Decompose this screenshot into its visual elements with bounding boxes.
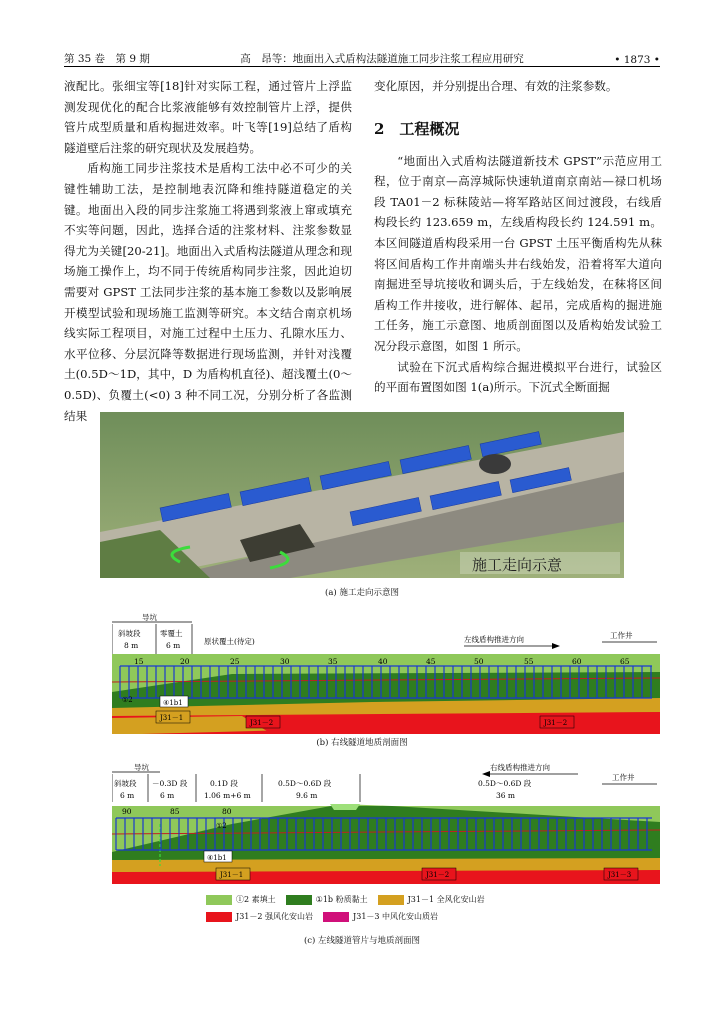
article-running-title: 高 昂等：地面出入式盾构法隧道施工同步注浆工程应用研究 <box>240 53 524 65</box>
legend-item-clay: ①1b 粉质黏土 <box>286 894 368 905</box>
figure-legend <box>206 894 566 922</box>
ring-number-label: 60 <box>572 657 582 666</box>
fig-b-zero-cover-length: 6 m <box>166 641 181 650</box>
fig-c-seg4-length: 9.6 m <box>296 791 318 800</box>
figure-a-site-render <box>100 412 624 578</box>
fig-c-seg1-label: 斜坡段 <box>114 779 137 788</box>
ring-number-label: 65 <box>620 657 630 666</box>
fig-c-shaft-label: 工作井 <box>612 773 635 782</box>
ring-number-label: 45 <box>426 657 436 666</box>
running-header <box>64 48 660 66</box>
fig-c-seg3-label: 0.1D 段 <box>210 779 238 788</box>
fig-c-pit-label: 导坑 <box>134 763 149 772</box>
fig-c-seg3-length: 1.06 m+6 m <box>204 791 251 800</box>
figure-b-section <box>112 612 660 734</box>
fig-c-seg4-label: 0.5D～0.6D 段 <box>278 779 332 788</box>
fig-c-seg5-length: 36 m <box>496 791 516 800</box>
fig-c-seg2-label: －0.3D 段 <box>152 779 188 788</box>
fig-c-layer-clay: ④1b1 <box>207 854 227 862</box>
ring-number-label: 30 <box>280 657 290 666</box>
right-paragraph-0: 变化原因，并分别提出合理、有效的注浆参数。 <box>374 79 618 93</box>
fig-b-direction-label: 左线盾构推进方向 <box>464 635 524 644</box>
left-paragraph-1: 液配比。张细宝等[18]针对实际工程，通过管片上浮监测发现优化的配合比浆液能够有效控制管片上浮，提供管片成型质量和盾构掘进效率。叶飞等[19]总结了盾构隧道壁后注浆的研究现状及发展趋势。 <box>64 79 352 155</box>
ring-number-label: 55 <box>524 657 534 666</box>
ring-number-label: 40 <box>378 657 388 666</box>
fig-c-layer-fill: ①2 <box>216 822 227 830</box>
ring-number-label: 80 <box>222 807 232 816</box>
fig-c-j2-label: J31－2 <box>426 871 450 879</box>
figure-c-section <box>112 762 660 884</box>
ring-number-label: 35 <box>328 657 338 666</box>
page-number: • 1873 • <box>614 54 660 66</box>
fig-b-zero-cover-label: 零覆土 <box>160 629 183 638</box>
fig-b-slope-label: 斜坡段 <box>118 629 141 638</box>
figure-a-caption: (a) 施工走向示意图 <box>325 588 399 598</box>
legend-item-j2: J31－2 强风化安山岩 <box>206 911 313 922</box>
legend-item-j3: J31－3 中风化安山质岩 <box>323 911 438 922</box>
header-rule <box>64 66 660 67</box>
right-paragraph-1: “地面出入式盾构法隧道新技术 GPST”示范应用工程，位于南京—高淳城际快速轨道南京南站—禄口机场段 TA01－2 标秣陵站—将军路站区间过渡段，右线盾构段长约 123.659 m，左线盾构段长约 124.591 m。本区间隧道盾构段采用一台 GPST 土压平衡盾构先从秣将区间盾构工作井南端头井右线始发，沿着将军大道向南掘进至导坑接收和调头后，于左线始发，在秣将区间盾构工作井接收，进行解体、起吊，完成盾构的掘进施工任务，施工示意图、地质剖面图以及盾构始发试验工况分段示意图，如图 1 所示。 <box>374 153 662 353</box>
fig-b-original-cover-label: 原状覆土(待定) <box>204 637 255 646</box>
figure-a-overlay-label: 施工走向示意 <box>472 556 563 574</box>
fig-b-j3-label: J31－2 <box>544 719 568 727</box>
right-paragraph-2: 试验在下沉式盾构综合掘进模拟平台进行，试验区的平面布置图如图 1(a)所示。下沉式全断面掘 <box>374 359 662 395</box>
figure-b-caption: (b) 右线隧道地质剖面图 <box>316 738 408 748</box>
fig-b-shaft-label: 工作井 <box>610 631 633 640</box>
left-paragraph-2: 盾构施工同步注浆技术是盾构工法中必不可少的关键性辅助工法，是控制地表沉降和维持隧道稳定的关键。地面出入段的同步注浆施工将遇到浆液上窜或填充不实等问题，因此，选择合适的注浆材料、注浆参数显得尤为关键[20-21]。地面出入式盾构法隧道从理念和现场施工操作上，均不同于传统盾构同步注浆，因此迫切需要对 GPST 工法同步注浆的基本施工参数以及影响展开模型试验和现场施工监测等研究。本文结合南京机场线实际工程项目，对施工过程中土压力、孔隙水压力、水平位移、分层沉降等数据进行现场监测，并针对浅覆土(0.5D～1D，其中，D 为盾构机直径)、超浅覆土(0～0.5D)、负覆土(<0) 3 种不同工况，分别分析了各监测结果 <box>64 161 352 423</box>
section-heading: 2 工程概况 <box>374 119 460 138</box>
fig-b-slope-length: 8 m <box>124 641 139 650</box>
fig-c-j1-label: J31－1 <box>220 871 244 879</box>
ring-number-label: 15 <box>134 657 144 666</box>
ring-number-label: 85 <box>170 807 180 816</box>
fig-c-j3-label: J31－3 <box>608 871 632 879</box>
journal-volume: 第 35 卷 第 9 期 <box>64 53 150 65</box>
figure-c-caption: (c) 左线隧道管片与地质剖面图 <box>303 936 421 946</box>
fig-b-j2-label: J31－2 <box>250 719 274 727</box>
fig-b-layer-fill: ①2 <box>122 696 133 704</box>
fig-c-direction-label: 右线盾构推进方向 <box>490 763 550 772</box>
fig-b-j1-label: J31－1 <box>160 714 184 722</box>
legend-item-j1: J31－1 全风化安山岩 <box>378 894 485 905</box>
left-column <box>64 76 352 426</box>
fig-b-layer-clay: ④1b1 <box>163 699 183 707</box>
fig-b-pit-label: 导坑 <box>142 613 157 622</box>
legend-item-fill: ①2 素填土 <box>206 894 276 905</box>
fig-c-seg1-length: 6 m <box>120 791 135 800</box>
ring-number-label: 90 <box>122 807 132 816</box>
fig-c-seg5-label: 0.5D～0.6D 段 <box>478 779 532 788</box>
fig-c-seg2-length: 6 m <box>160 791 175 800</box>
ring-number-label: 25 <box>230 657 240 666</box>
ring-number-label: 50 <box>474 657 484 666</box>
ring-number-label: 20 <box>180 657 190 666</box>
right-column <box>374 76 662 398</box>
